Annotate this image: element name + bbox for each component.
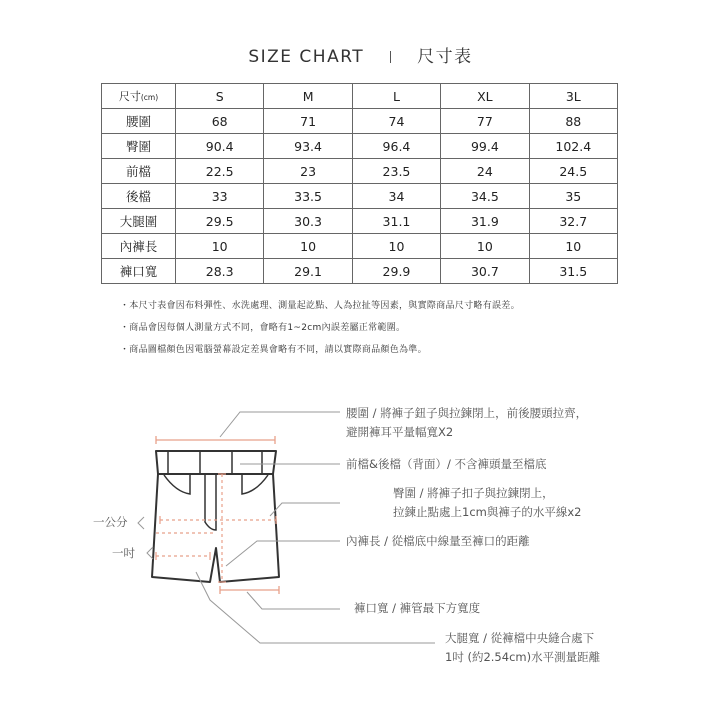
note-item: ・商品圖檔顏色因電腦螢幕設定差異會略有不同，請以實際商品顏色為準。 <box>120 345 427 355</box>
size-header: L <box>352 84 440 109</box>
row-label: 臀圍 <box>102 134 176 159</box>
table-cell: 102.4 <box>529 134 617 159</box>
table-cell: 90.4 <box>176 134 264 159</box>
table-cell: 31.1 <box>352 209 440 234</box>
row-label: 前檔 <box>102 159 176 184</box>
title-english: SIZE CHART <box>248 47 365 67</box>
one-cm-label: 一公分 <box>93 515 128 529</box>
table-cell: 96.4 <box>352 134 440 159</box>
title-chinese: 尺寸表 <box>417 47 473 67</box>
size-header: 3L <box>529 84 617 109</box>
inseam-annotation <box>346 532 530 551</box>
note-item: ・本尺寸表會因布料彈性、水洗處理、測量起訖點、人為拉扯等因素，與實際商品尺寸略有誤差。 <box>120 301 520 311</box>
annotation-line: 前檔&後檔（背面）/ 不含褲頭量至檔底 <box>346 457 547 471</box>
table-cell: 29.5 <box>176 209 264 234</box>
table-cell: 31.9 <box>441 209 529 234</box>
table-cell: 22.5 <box>176 159 264 184</box>
table-cell: 93.4 <box>264 134 352 159</box>
table-cell: 71 <box>264 109 352 134</box>
hip-annotation <box>393 484 581 522</box>
waist-annotation <box>346 404 587 442</box>
table-cell: 77 <box>441 109 529 134</box>
note-item: ・商品會因每個人測量方式不同，會略有1~2cm內誤差屬正常範圍。 <box>120 323 406 333</box>
table-cell: 30.7 <box>441 259 529 284</box>
table-cell: 29.1 <box>264 259 352 284</box>
table-cell: 10 <box>441 234 529 259</box>
table-cell: 29.9 <box>352 259 440 284</box>
table-cell: 33 <box>176 184 264 209</box>
table-cell: 10 <box>264 234 352 259</box>
annotation-line: 避開褲耳平量幅寬X2 <box>346 425 454 439</box>
table-cell: 68 <box>176 109 264 134</box>
annotation-line: 內褲長 / 從檔底中線量至褲口的距離 <box>346 534 530 548</box>
header-unit: (cm) <box>140 93 159 102</box>
table-cell: 88 <box>529 109 617 134</box>
annotation-line: 臀圍 / 將褲子扣子與拉鍊閉上， <box>393 486 554 500</box>
table-cell: 24 <box>441 159 529 184</box>
rise-annotation <box>346 455 547 474</box>
table-cell: 30.3 <box>264 209 352 234</box>
table-cell: 99.4 <box>441 134 529 159</box>
row-label: 褲口寬 <box>102 259 176 284</box>
waist-measure-line <box>156 436 275 444</box>
annotation-line: 拉鍊止點處上1cm與褲子的水平線x2 <box>393 505 582 519</box>
annotation-line: 褲口寬 / 褲管最下方寬度 <box>354 601 481 615</box>
left-markers <box>138 517 153 559</box>
size-header: M <box>264 84 352 109</box>
table-cell: 10 <box>176 234 264 259</box>
table-cell: 34.5 <box>441 184 529 209</box>
size-header: S <box>176 84 264 109</box>
table-cell: 33.5 <box>264 184 352 209</box>
hem-measure-line <box>220 586 279 594</box>
hem-annotation <box>354 599 480 618</box>
thigh-annotation <box>445 629 600 667</box>
table-cell: 10 <box>352 234 440 259</box>
table-cell: 34 <box>352 184 440 209</box>
table-cell: 35 <box>529 184 617 209</box>
table-cell: 32.7 <box>529 209 617 234</box>
header-label: 尺寸 <box>118 90 141 103</box>
table-cell: 23 <box>264 159 352 184</box>
size-header: XL <box>441 84 529 109</box>
table-cell: 24.5 <box>529 159 617 184</box>
annotation-line: 大腿寬 / 從褲檔中央縫合處下 <box>445 631 595 645</box>
annotation-line: 腰圍 / 將褲子鈕子與拉鍊閉上，前後腰頭拉齊， <box>346 406 588 420</box>
table-cell: 74 <box>352 109 440 134</box>
one-inch-label: 一吋 <box>112 546 135 560</box>
table-cell: 28.3 <box>176 259 264 284</box>
row-label: 後檔 <box>102 184 176 209</box>
table-cell: 10 <box>529 234 617 259</box>
table-cell: 23.5 <box>352 159 440 184</box>
row-label: 內褲長 <box>102 234 176 259</box>
table-cell: 31.5 <box>529 259 617 284</box>
row-label: 腰圍 <box>102 109 176 134</box>
annotation-line: 1吋 (約2.54cm)水平測量距離 <box>445 650 601 664</box>
row-label: 大腿圍 <box>102 209 176 234</box>
